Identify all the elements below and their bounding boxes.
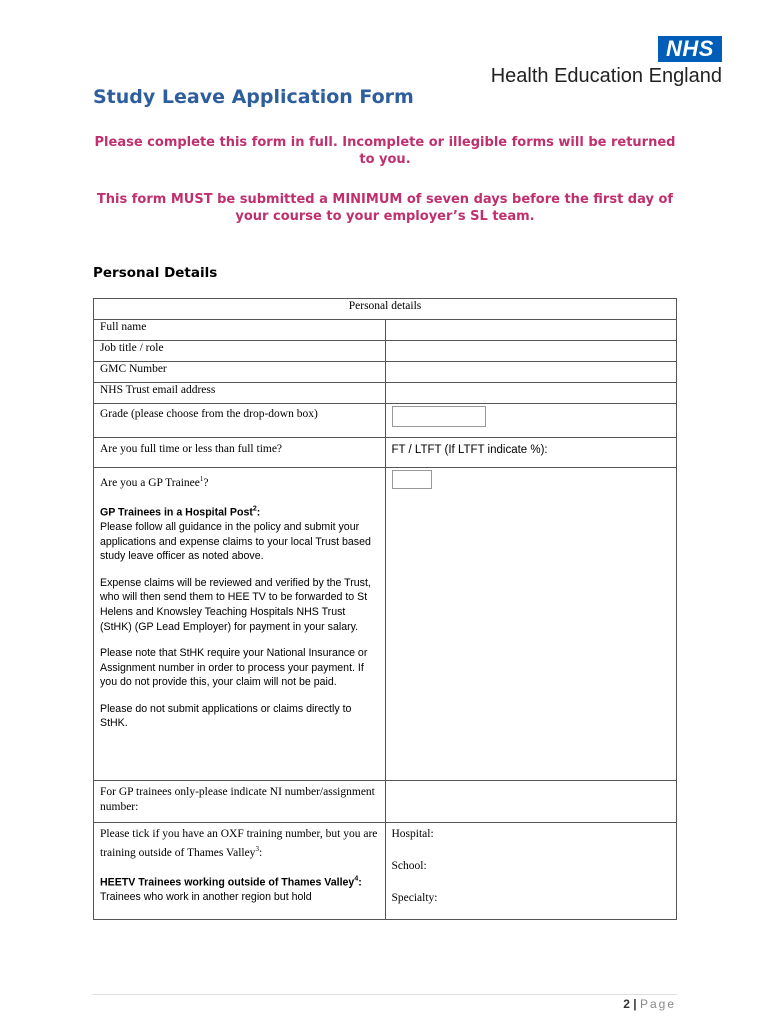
gp-trainee-answer-cell (385, 468, 677, 781)
gp-do-not-submit-text: Please do not submit applications or claims directly to StHK. (100, 702, 352, 730)
gmc-number-label: GMC Number (94, 362, 386, 383)
section-heading: Personal Details (93, 265, 218, 281)
table-row (94, 341, 677, 362)
gp-trainee-label: Are you a GP Trainee (100, 476, 200, 489)
page-footer (623, 997, 676, 1011)
footer-divider (93, 994, 677, 995)
ni-number-label: For GP trainees only-please indicate NI number/assignment number: (94, 781, 386, 823)
grade-dropdown[interactable] (392, 406, 486, 427)
hospital-field[interactable]: Hospital: (391, 828, 434, 840)
table-row (94, 781, 677, 823)
table-row (94, 823, 677, 920)
gp-trainee-cell (94, 468, 386, 781)
organisation-name: Health Education England (490, 65, 722, 87)
school-field[interactable]: School: (391, 860, 427, 872)
oxf-cell (94, 823, 386, 920)
full-name-label: Full name (94, 320, 386, 341)
gp-trainee-question: Are you a GP Trainee$^1$? (100, 475, 209, 489)
gp-guidance-text: Please follow all guidance in the policy and submit your applications and expense claims to your local Trust based study leave officer as noted above. (100, 520, 371, 563)
nhs-logo: NHS (658, 36, 722, 62)
oxf-question: Please tick if you have an OXF training number, but you are training outside of Thames Valley$^3$: (100, 828, 378, 859)
table-header: Personal details (94, 299, 677, 320)
job-title-field[interactable] (385, 341, 677, 362)
table-row (94, 404, 677, 438)
gp-sthk-text: Please note that StHK require your National Insurance or Assignment number in order to process your payment. If you do not provide this, your claim will not be paid. (100, 647, 368, 689)
footnote-ref: 3 (255, 845, 259, 853)
table-row (94, 362, 677, 383)
page-label: Page (639, 997, 676, 1011)
table-row (94, 468, 677, 781)
table-row (94, 438, 677, 468)
footnote-ref: 1 (199, 475, 204, 483)
fulltime-label: Are you full time or less than full time? (94, 438, 386, 468)
email-label: NHS Trust email address (94, 383, 386, 404)
job-title-label: Job title / role (94, 341, 386, 362)
full-name-field[interactable] (385, 320, 677, 341)
gp-hospital-heading: GP Trainees in a Hospital Post$^2$: (100, 505, 261, 519)
heetv-text: Trainees who work in another region but hold (100, 890, 312, 903)
table-row (94, 320, 677, 341)
personal-details-table (93, 298, 677, 920)
oxf-label: Please tick if you have an OXF training number, but you are training outside of Thames Valley (100, 828, 378, 859)
ni-number-field[interactable] (385, 781, 677, 823)
gp-expense-text: Expense claims will be reviewed and verified by the Trust, who will then send them to HEE TV to be forwarded to St Helens and Knowsley Teaching Hospitals NHS Trust (StHK) (GP Lead Employer) for payment in your salary. (100, 576, 371, 633)
page-number: 2 (623, 997, 630, 1011)
heetv-heading: HEETV Trainees working outside of Thames Valley$^4$: (100, 875, 362, 889)
email-field[interactable] (385, 383, 677, 404)
grade-cell (385, 404, 677, 438)
grade-label: Grade (please choose from the drop-down box) (94, 404, 386, 438)
deadline-notice: This form MUST be submitted a MINIMUM of seven days before the first day of your course to your employer’s SL team. (96, 192, 674, 224)
specialty-field[interactable]: Specialty: (391, 892, 438, 904)
gmc-number-field[interactable] (385, 362, 677, 383)
footer-separator: | (629, 997, 640, 1011)
page-title: Study Leave Application Form (93, 86, 414, 108)
fulltime-field[interactable]: FT / LTFT (If LTFT indicate %): (385, 438, 677, 468)
oxf-answer-cell (385, 823, 677, 920)
completion-notice: Please complete this form in full. Incomplete or illegible forms will be returned to you. (94, 135, 676, 167)
table-row (94, 383, 677, 404)
gp-trainee-dropdown[interactable] (392, 470, 432, 489)
